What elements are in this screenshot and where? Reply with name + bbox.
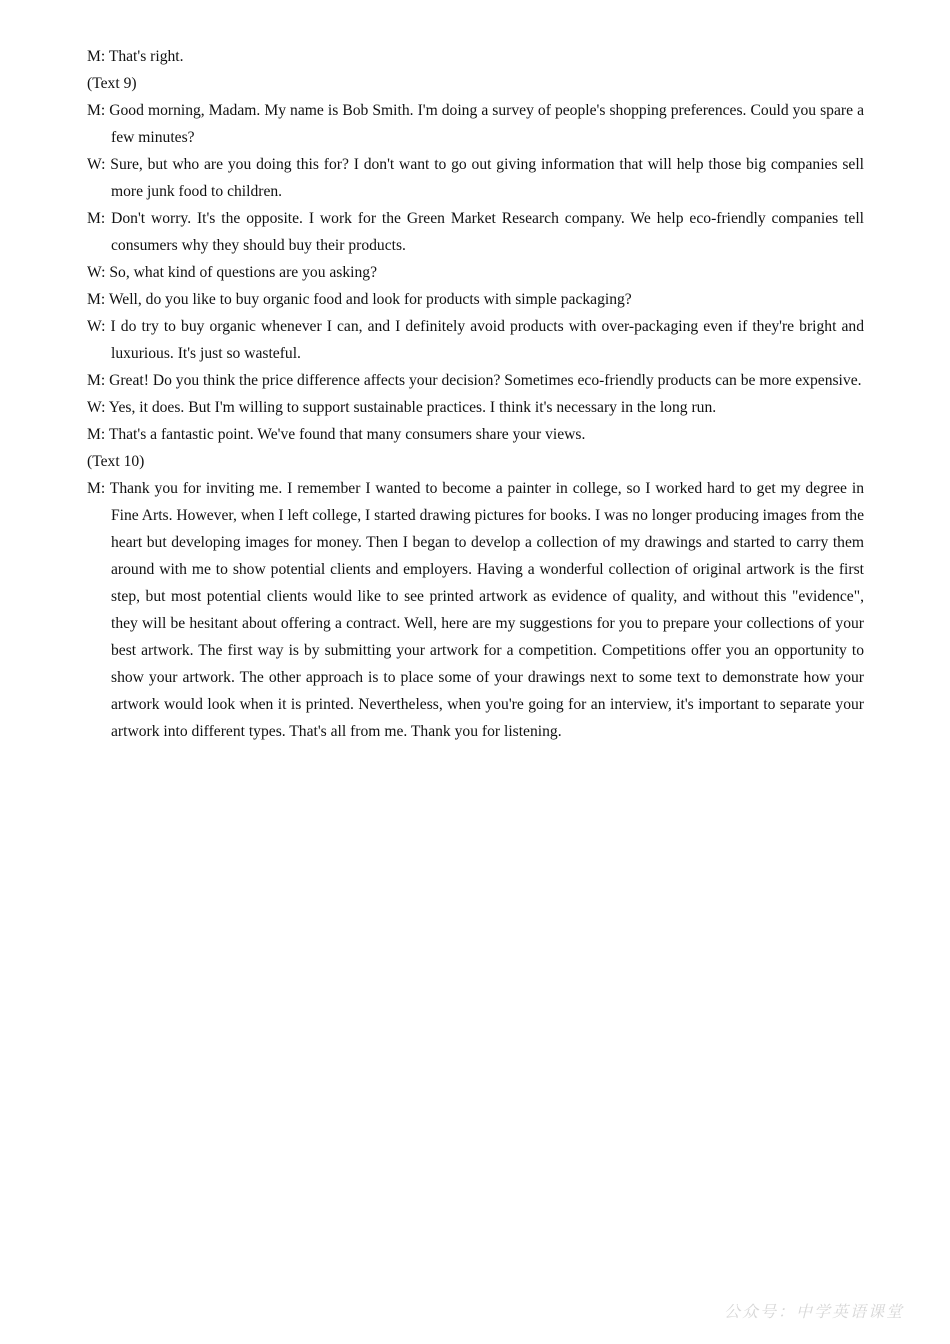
- dialogue-line: M: Good morning, Madam. My name is Bob Smith. I'm doing a survey of people's shopping preferences. Could you spare a few minutes?: [87, 102, 864, 146]
- dialogue-line: M: That's a fantastic point. We've found that many consumers share your views.: [87, 426, 586, 443]
- dialogue-line: W: Sure, but who are you doing this for? I don't want to go out giving information that will help those big companies sell more junk food to children.: [87, 156, 864, 200]
- dialogue-line: W: So, what kind of questions are you asking?: [87, 264, 378, 281]
- text-heading: (Text 9): [87, 75, 137, 92]
- dialogue-line: M: Great! Do you think the price difference affects your decision? Sometimes eco-friendly products can be more expensive.: [87, 372, 862, 389]
- document-body: [87, 43, 864, 745]
- dialogue-line: M: Well, do you like to buy organic food and look for products with simple packaging?: [87, 291, 632, 308]
- dialogue-line: W: I do try to buy organic whenever I can, and I definitely avoid products with over-packaging even if they're bright and luxurious. It's just so wasteful.: [87, 318, 864, 362]
- text-heading: (Text 10): [87, 453, 145, 470]
- monologue-paragraph: M: Thank you for inviting me. I remember I wanted to become a painter in college, so I worked hard to get my degree in Fine Arts. However, when I left college, I started drawing pictures for books. I was no longer producing images from the heart but developing images for money. Then I began to develop a collection of my drawings and started to carry them around with me to show potential clients and employers. Having a wonderful collection of original artwork is the first step, but most potential clients would like to see printed artwork as evidence of quality, and without this "evidence", they will be hesitant about offering a contract. Well, here are my suggestions for you to prepare your collections of your best artwork. The first way is by submitting your artwork for a competition. Competitions offer you an opportunity to show your artwork. The other approach is to place some of your drawings next to some text to demonstrate how your artwork would look when it is printed. Nevertheless, when you're going for an interview, it's important to separate your artwork into different types. That's all from me. Thank you for listening.: [87, 480, 864, 740]
- dialogue-line: W: Yes, it does. But I'm willing to support sustainable practices. I think it's necessary in the long run.: [87, 399, 717, 416]
- dialogue-line: M: That's right.: [87, 48, 184, 65]
- watermark: 公众号：中学英语课堂: [723, 1302, 904, 1321]
- dialogue-line: M: Don't worry. It's the opposite. I work for the Green Market Research company. We help eco-friendly companies tell consumers why they should buy their products.: [87, 210, 864, 254]
